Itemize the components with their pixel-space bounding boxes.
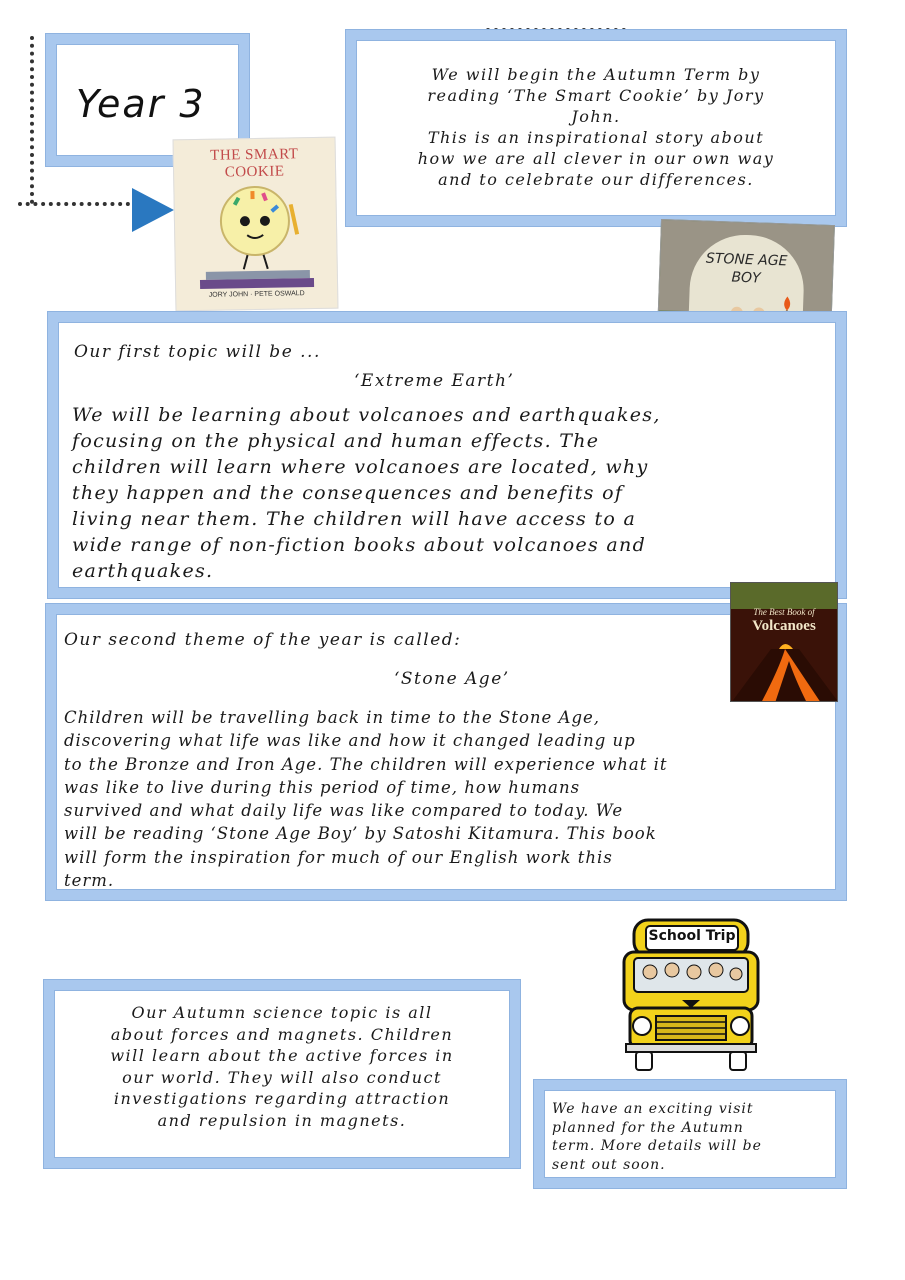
topic2-line: survived and what daily life was like compared to today. We: [64, 801, 624, 821]
visit-line: sent out soon.: [552, 1156, 666, 1173]
topic2-name: ‘Stone Age’: [394, 669, 510, 689]
topic1-box: [48, 312, 846, 598]
topic1-line: wide range of non-fiction books about volcanoes and: [72, 534, 647, 556]
arrow-right-icon: [130, 186, 176, 234]
topic2-line: term.: [64, 871, 115, 891]
topic2-line: was like to live during this period of time, how humans: [64, 777, 581, 797]
volcanoes-book-cover: [730, 582, 838, 702]
science-line: Our Autumn science topic is all: [131, 1003, 433, 1022]
topic2-box: [46, 604, 846, 900]
visit-line: planned for the Autumn: [552, 1119, 744, 1136]
intro-line: This is an inspirational story about: [427, 128, 765, 147]
dotted-connector-vertical: [30, 36, 34, 204]
page-title: Year 3: [76, 82, 206, 126]
volcanoes-book-title: The Best Book of Volcanoes: [752, 607, 816, 634]
intro-box: [346, 30, 846, 226]
volcano-icon: [731, 639, 838, 702]
science-line: investigations regarding attraction: [113, 1089, 451, 1108]
book-stack: [200, 278, 314, 289]
topic2-line: discovering what life was like and how it changed leading up: [64, 731, 636, 751]
stone-age-boy-title: STONE AGE BOY: [705, 250, 788, 287]
topic1-line: they happen and the consequences and benefits of: [72, 482, 624, 504]
visit-line: We have an exciting visit: [552, 1101, 754, 1117]
cookie-character-icon: [204, 174, 310, 272]
topic1-name: ‘Extreme Earth’: [354, 371, 515, 391]
intro-line: John.: [571, 107, 621, 126]
science-line: about forces and magnets. Children: [110, 1024, 454, 1044]
topic2-line: will be reading ‘Stone Age Boy’ by Satoshi Kitamura. This book: [64, 824, 657, 844]
topic2-line: will form the inspiration for much of our English work this: [64, 847, 613, 867]
visit-line: term. More details will be: [552, 1138, 762, 1154]
school-trip-sign: School Trip: [648, 928, 736, 944]
topic1-line: children will learn where volcanoes are located, why: [72, 456, 649, 478]
science-line: our world. They will also conduct: [122, 1067, 442, 1087]
topic1-line: earthquakes.: [72, 560, 214, 582]
smart-cookie-title: THE SMART COOKIE: [210, 146, 299, 181]
intro-line: how we are all clever in our own way: [417, 149, 775, 168]
smart-cookie-author: JORY JOHN · PETE OSWALD: [208, 290, 305, 299]
topic1-intro: Our first topic will be ...: [74, 342, 321, 362]
dotted-connector-horizontal: [18, 202, 130, 206]
topic2-intro: Our second theme of the year is called:: [64, 630, 462, 650]
intro-line: reading ‘The Smart Cookie’ by Jory: [427, 86, 765, 105]
topic1-line: We will be learning about volcanoes and earthquakes,: [72, 404, 661, 426]
topic1-line: living near them. The children will have access to a: [72, 508, 637, 530]
intro-line: and to celebrate our differences.: [438, 170, 754, 189]
topic2-line: to the Bronze and Iron Age. The children will experience what it: [64, 754, 668, 774]
intro-line: We will begin the Autumn Term by: [431, 65, 761, 84]
topic1-line: focusing on the physical and human effects. The: [72, 430, 600, 452]
science-box: [44, 980, 520, 1168]
smart-cookie-book-cover: [173, 137, 339, 312]
science-line: and repulsion in magnets.: [157, 1110, 407, 1130]
science-line: will learn about the active forces in: [110, 1046, 454, 1065]
visit-box: [534, 1080, 846, 1188]
topic2-line: Children will be travelling back in time to the Stone Age,: [64, 708, 601, 727]
